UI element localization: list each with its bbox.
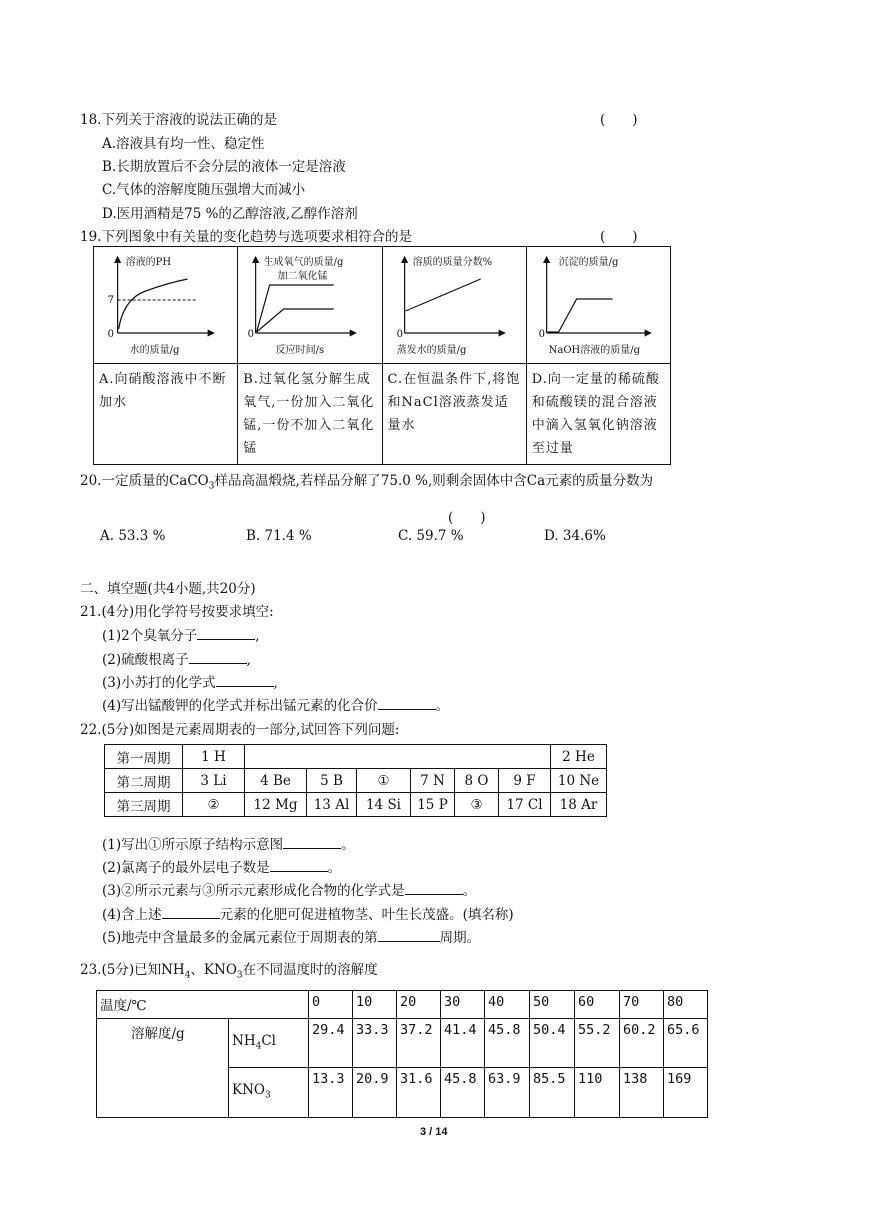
q20-option-b: B. 71.4 % xyxy=(246,528,312,544)
kno3-value: 169 xyxy=(664,1068,708,1118)
ptable-cell: ② xyxy=(183,793,245,817)
q21-item-1 xyxy=(102,624,260,644)
nh4cl-value: 60.2 xyxy=(620,1019,664,1068)
q22-item-5 xyxy=(102,926,480,946)
ptable-empty-span xyxy=(245,745,551,769)
q21-item-4 xyxy=(102,694,449,714)
q22-item-1-text: (1)写出①所示原子结构示意图 xyxy=(102,837,284,853)
section2-title: 二、填空题(共4小题,共20分) xyxy=(80,581,256,597)
ptable-cell: 5 B xyxy=(307,769,357,793)
ptable-cell: 4 Be xyxy=(245,769,307,793)
q22-item-3-text: (3)②所示元素与③所示元素形成化合物的化学式是 xyxy=(102,883,405,899)
temp-cell: 40 xyxy=(485,991,530,1019)
ptable-cell: 7 N xyxy=(411,769,455,793)
temp-cell: 50 xyxy=(530,991,575,1019)
graph-c-cell xyxy=(382,247,526,364)
periodic-table xyxy=(104,744,607,817)
graph-a-tick-7: 7 xyxy=(107,295,114,306)
ptable-cell: ③ xyxy=(455,793,499,817)
q22-item-4 xyxy=(102,903,514,923)
temp-cell: 80 xyxy=(664,991,708,1019)
ptable-cell: 12 Mg xyxy=(245,793,307,817)
q23-stem-part-a: 23.(5分)已知NH xyxy=(80,962,185,978)
q18-option-d: D.医用酒精是75 %的乙醇溶液,乙醇作溶剂 xyxy=(102,206,358,222)
q21-item-3-text: (3)小苏打的化学式 xyxy=(102,675,216,691)
graph-a-xlabel: 水的质量/g xyxy=(129,345,180,356)
q21-item-3-end: , xyxy=(273,675,278,691)
kno3-label xyxy=(229,1068,309,1118)
temp-cell: 30 xyxy=(441,991,485,1019)
q22-blank-1[interactable] xyxy=(283,834,341,849)
q21-item-2 xyxy=(102,648,251,668)
q22-item-1-end: 。 xyxy=(341,837,355,853)
graph-b-ylabel: 生成氧气的质量/g xyxy=(263,257,344,268)
q18-answer-paren: ( ) xyxy=(600,112,638,128)
q22-item-2-text: (2)氯离子的最外层电子数是 xyxy=(102,860,270,876)
nh4cl-value: 37.2 xyxy=(397,1019,441,1068)
nh4cl-label xyxy=(229,1019,309,1068)
temp-cell: 20 xyxy=(397,991,441,1019)
nh4cl-value: 41.4 xyxy=(441,1019,485,1068)
ptable-cell: 9 F xyxy=(499,769,551,793)
q21-blank-2[interactable] xyxy=(189,649,247,664)
q22-item-5-end: 周期。 xyxy=(439,930,481,946)
temp-cell: 60 xyxy=(575,991,620,1019)
q21-blank-4[interactable] xyxy=(378,695,436,710)
q21-item-2-end: , xyxy=(246,652,251,668)
q20-stem xyxy=(80,469,653,492)
graph-b-note: 加二氧化锰 xyxy=(277,271,328,282)
nh4cl-value: 65.6 xyxy=(664,1019,708,1068)
graph-c-line xyxy=(405,279,480,311)
q21-blank-3[interactable] xyxy=(216,672,274,687)
kno3-label-a: KNO xyxy=(232,1082,265,1098)
ptable-cell: 15 P xyxy=(411,793,455,817)
ptable-cell: 8 O xyxy=(455,769,499,793)
graph-b-cell xyxy=(238,247,382,364)
ptable-cell: 13 Al xyxy=(307,793,357,817)
q22-item-1 xyxy=(102,833,355,853)
q20-option-c: C. 59.7 % xyxy=(398,528,464,544)
graph-b-origin: 0 xyxy=(247,329,255,340)
q22-item-2 xyxy=(102,856,341,876)
q19-stem: 19.下列图象中有关量的变化趋势与选项要求相符合的是 xyxy=(80,229,412,245)
ptable-cell: 第一周期 xyxy=(105,745,183,769)
q22-item-3 xyxy=(102,879,476,899)
q21-item-4-end: 。 xyxy=(435,698,450,714)
graph-d-cell xyxy=(526,247,670,364)
nh4cl-value: 50.4 xyxy=(530,1019,575,1068)
caption-c: C.在恒温条件下,将饱和NaCl溶液蒸发适量水 xyxy=(382,364,526,465)
kno3-value: 85.5 xyxy=(530,1068,575,1118)
graph-b-xlabel: 反应时间/s xyxy=(275,345,325,356)
ptable-cell: 17 Cl xyxy=(499,793,551,817)
q18-option-a: A.溶液具有均一性、稳定性 xyxy=(102,136,265,152)
nh4cl-value: 55.2 xyxy=(575,1019,620,1068)
q22-item-4-end: 元素的化肥可促进植物茎、叶生长茂盛。(填名称) xyxy=(219,907,514,923)
temp-cell: 10 xyxy=(353,991,397,1019)
q20-stem-part-a: 20.一定质量的CaCO xyxy=(80,473,209,489)
ptable-cell: 14 Si xyxy=(357,793,411,817)
graph-a-ph-vs-water xyxy=(94,247,237,363)
q21-item-4-text: (4)写出锰酸钾的化学式并标出锰元素的化合价 xyxy=(102,698,378,714)
q18-option-c: C.气体的溶解度随压强增大而减小 xyxy=(102,182,306,198)
q23-subscript-3: 3 xyxy=(236,970,243,981)
q22-stem: 22.(5分)如图是元素周期表的一部分,试回答下列问题: xyxy=(80,722,400,738)
nh4cl-value: 33.3 xyxy=(353,1019,397,1068)
caption-b: B.过氧化氢分解生成氧气,一份加入二氧化锰,一份不加入二氧化锰 xyxy=(238,364,382,465)
q18-option-b: B.长期放置后不会分层的液体一定是溶液 xyxy=(102,159,346,175)
solubility-table xyxy=(96,990,708,1118)
graph-d-ylabel: 沉淀的质量/g xyxy=(558,257,619,268)
graph-b-oxygen-vs-time xyxy=(238,247,381,363)
caption-a: A.向硝酸溶液中不断加水 xyxy=(94,364,238,465)
q21-item-2-text: (2)硫酸根离子 xyxy=(102,652,189,668)
q20-option-a: A. 53.3 % xyxy=(100,528,166,544)
kno3-value: 45.8 xyxy=(441,1068,485,1118)
q22-blank-4[interactable] xyxy=(162,904,220,919)
graph-c-fraction-vs-water xyxy=(383,247,526,363)
graph-d-precipitate-vs-naoh xyxy=(527,247,670,363)
q20-answer-paren: ( ) xyxy=(448,510,486,526)
solubility-header-row xyxy=(97,991,708,1019)
solubility-row-label: 溶解度/g xyxy=(97,1019,229,1118)
kno3-value: 63.9 xyxy=(485,1068,530,1118)
temperature-header: 温度/℃ xyxy=(97,991,309,1019)
temp-cell: 0 xyxy=(309,991,353,1019)
graph-a-curve xyxy=(119,279,188,329)
graph-c-origin: 0 xyxy=(396,329,403,340)
graph-a-origin: 0 xyxy=(107,329,114,340)
temp-cell: 70 xyxy=(620,991,664,1019)
nh4cl-label-b: Cl xyxy=(261,1033,276,1049)
ptable-row-1 xyxy=(105,745,607,769)
graph-b-line-without-catalyst xyxy=(257,309,334,332)
kno3-label-sub: 3 xyxy=(264,1090,271,1101)
q22-blank-5[interactable] xyxy=(378,927,440,942)
q23-stem-part-b: 、KNO xyxy=(190,962,237,978)
q19-answer-paren: ( ) xyxy=(600,229,638,245)
q20-subscript: 3 xyxy=(208,481,215,492)
q21-item-1-text: (1)2个臭氧分子 xyxy=(102,628,198,644)
page-number: 3 / 14 xyxy=(420,1126,448,1138)
ptable-cell: ① xyxy=(357,769,411,793)
kno3-value: 13.3 xyxy=(309,1068,353,1118)
kno3-value: 110 xyxy=(575,1068,620,1118)
q23-stem xyxy=(80,958,378,981)
ptable-cell: 10 Ne xyxy=(551,769,607,793)
graph-c-ylabel: 溶质的质量分数% xyxy=(412,257,492,268)
ptable-row-3 xyxy=(105,793,607,817)
graph-a-cell xyxy=(94,247,238,364)
ptable-cell: 第三周期 xyxy=(105,793,183,817)
nh4cl-value: 29.4 xyxy=(309,1019,353,1068)
ptable-cell: 第二周期 xyxy=(105,769,183,793)
nh4cl-row xyxy=(97,1019,708,1068)
q20-stem-part-b: 样品高温煅烧,若样品分解了75.0 %,则剩余固体中含Ca元素的质量分数为 xyxy=(214,473,654,489)
q21-stem: 21.(4分)用化学符号按要求填空: xyxy=(80,604,274,620)
q19-graph-table xyxy=(93,246,671,465)
nh4cl-label-sub: 4 xyxy=(255,1041,262,1052)
ptable-cell: 2 He xyxy=(551,745,607,769)
q21-item-3 xyxy=(102,671,278,691)
graph-d-line xyxy=(547,299,612,332)
ptable-row-2 xyxy=(105,769,607,793)
q23-subscript-4: 4 xyxy=(184,970,191,981)
ptable-cell: 1 H xyxy=(183,745,245,769)
kno3-value: 31.6 xyxy=(397,1068,441,1118)
q23-stem-part-c: 在不同温度时的溶解度 xyxy=(242,962,378,978)
q22-item-5-text: (5)地壳中含量最多的金属元素位于周期表的第 xyxy=(102,930,378,946)
ptable-cell: 3 Li xyxy=(183,769,245,793)
caption-d: D.向一定量的稀硫酸和硫酸镁的混合溶液中滴入氢氧化钠溶液至过量 xyxy=(526,364,670,465)
graph-c-xlabel: 蒸发水的质量/g xyxy=(396,345,466,356)
q22-item-2-end: 。 xyxy=(327,860,342,876)
q22-item-3-end: 。 xyxy=(462,883,477,899)
ptable-cell: 18 Ar xyxy=(551,793,607,817)
kno3-value: 20.9 xyxy=(353,1068,397,1118)
q20-option-d: D. 34.6% xyxy=(544,528,606,544)
kno3-value: 138 xyxy=(620,1068,664,1118)
graph-a-ylabel: 溶液的PH xyxy=(125,257,172,268)
q21-blank-1[interactable] xyxy=(197,625,255,640)
nh4cl-label-a: NH xyxy=(232,1033,256,1049)
graph-d-xlabel: NaOH溶液的质量/g xyxy=(548,345,640,356)
q22-item-4-text: (4)含上述 xyxy=(102,907,162,923)
nh4cl-value: 45.8 xyxy=(485,1019,530,1068)
q22-blank-3[interactable] xyxy=(405,880,463,895)
q22-blank-2[interactable] xyxy=(270,857,328,872)
graph-d-origin: 0 xyxy=(538,329,545,340)
q21-item-1-end: , xyxy=(255,628,260,644)
q18-stem: 18.下列关于溶液的说法正确的是 xyxy=(80,112,277,128)
